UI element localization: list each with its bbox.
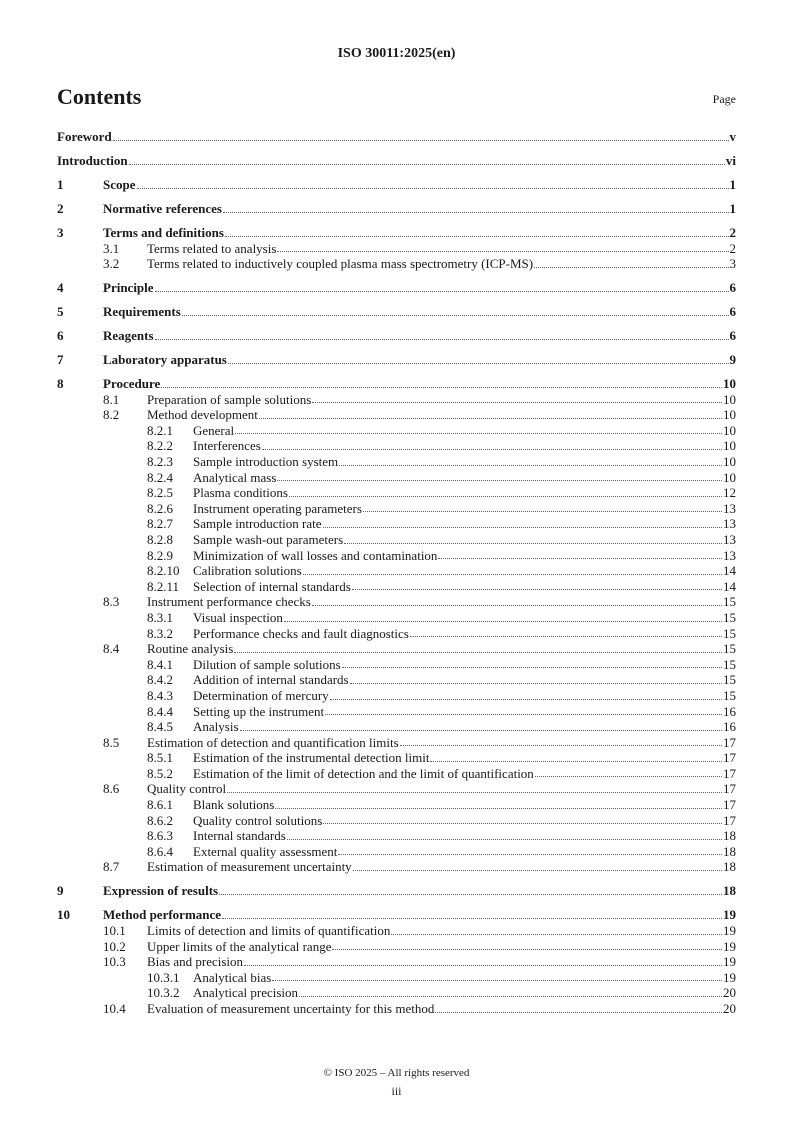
toc-entry-page[interactable]: 6 xyxy=(729,304,736,320)
toc-entry-title[interactable]: Introduction xyxy=(57,152,128,168)
toc-entry-page[interactable]: 19 xyxy=(723,907,736,923)
toc-entry-page[interactable]: 17 xyxy=(723,797,736,813)
toc-entry-number: 8.4.4 xyxy=(147,703,173,719)
toc-entry-title[interactable]: Dilution of sample solutions xyxy=(193,656,341,672)
dot-leader xyxy=(338,844,722,856)
toc-entry-page[interactable]: 1 xyxy=(729,176,736,192)
toc-entry[interactable] xyxy=(57,907,736,923)
toc-entry-number: 3 xyxy=(57,224,64,240)
toc-entry-page[interactable]: 16 xyxy=(723,703,736,719)
toc-entry-page[interactable]: 18 xyxy=(723,883,736,899)
toc-entry[interactable] xyxy=(57,954,736,970)
toc-entry-page[interactable]: 17 xyxy=(723,734,736,750)
dot-leader xyxy=(332,939,722,951)
toc-entry[interactable] xyxy=(57,859,736,875)
page-column-label: Page xyxy=(712,92,736,106)
toc-entry-page[interactable]: 2 xyxy=(729,240,736,256)
toc-entry-page[interactable]: v xyxy=(729,129,736,144)
dot-leader xyxy=(259,407,722,419)
toc-entry-title[interactable]: Terms related to analysis xyxy=(147,240,277,256)
toc-entry-number: 8.2.8 xyxy=(147,531,173,547)
toc-entry-title[interactable]: Instrument operating parameters xyxy=(193,500,362,516)
toc-entry[interactable] xyxy=(57,201,736,217)
toc-entry-number: 10.1 xyxy=(103,923,126,939)
toc-entry-number: 8.4.5 xyxy=(147,719,173,735)
toc-entry-page[interactable]: 10 xyxy=(723,438,736,454)
dot-leader xyxy=(129,153,725,165)
toc-entry-number: 3.2 xyxy=(103,256,120,272)
toc-entry-number: 8.7 xyxy=(103,859,120,875)
toc-entry-number: 8.4.3 xyxy=(147,687,173,703)
toc-entry-number: 8.1 xyxy=(103,391,120,407)
toc-entry-title[interactable]: Normative references xyxy=(103,200,222,216)
toc-entry[interactable] xyxy=(57,376,736,392)
toc-entry-title[interactable]: Reagents xyxy=(103,328,154,344)
toc-entry-title[interactable]: Foreword xyxy=(57,129,112,144)
toc-entry-page[interactable]: 17 xyxy=(723,765,736,781)
toc-entry[interactable] xyxy=(57,923,736,939)
dot-leader xyxy=(303,563,722,575)
toc-entry[interactable] xyxy=(57,454,736,470)
dot-leader xyxy=(289,485,722,497)
toc-entry-title[interactable]: Setting up the instrument xyxy=(193,703,325,719)
toc-entry[interactable] xyxy=(57,563,736,579)
toc-entry-number: 10.2 xyxy=(103,938,126,954)
toc-entry[interactable] xyxy=(57,407,736,423)
toc-entry[interactable] xyxy=(57,985,736,1001)
toc-entry-title[interactable]: Evaluation of measurement uncertainty for this method xyxy=(147,1000,435,1016)
toc-entry-page[interactable]: 15 xyxy=(723,594,736,610)
toc-entry-number: 8.2.9 xyxy=(147,547,173,563)
dot-leader xyxy=(323,813,722,825)
toc-entry-page[interactable]: 10 xyxy=(723,391,736,407)
toc-entry[interactable] xyxy=(57,241,736,257)
dot-leader xyxy=(227,781,722,793)
toc-entry[interactable] xyxy=(57,485,736,501)
toc-entry-page[interactable]: 19 xyxy=(723,923,736,939)
dot-leader xyxy=(234,641,722,653)
dot-leader xyxy=(182,304,729,316)
toc-entry-title[interactable]: Visual inspection xyxy=(193,609,283,625)
toc-entry-title[interactable]: Analysis xyxy=(193,719,239,735)
toc-entry[interactable] xyxy=(57,516,736,532)
toc-entry-title[interactable]: Estimation of the instrumental detection limit xyxy=(193,750,430,766)
toc-entry-number: 8.3.1 xyxy=(147,609,173,625)
toc-entry-number: 3.1 xyxy=(103,240,120,256)
toc-entry-page[interactable]: 15 xyxy=(723,672,736,688)
dot-leader xyxy=(352,579,722,591)
toc-entry-title[interactable]: Sample introduction rate xyxy=(193,516,322,532)
toc-entry-title[interactable]: Sample introduction system xyxy=(193,454,339,470)
toc-entry-page[interactable]: 18 xyxy=(723,828,736,844)
dot-leader xyxy=(155,280,729,292)
dot-leader xyxy=(240,719,723,731)
dot-leader xyxy=(235,423,722,435)
dot-leader xyxy=(312,392,722,404)
toc-entry-page[interactable]: 14 xyxy=(723,578,736,594)
toc-entry-title[interactable]: External quality assessment xyxy=(193,843,338,859)
toc-entry-number: 8.5 xyxy=(103,734,120,750)
toc-entry-number: 8.5.1 xyxy=(147,750,173,766)
toc-entry-page[interactable]: 10 xyxy=(723,376,736,392)
toc-entry-page[interactable]: 16 xyxy=(723,719,736,735)
dot-leader xyxy=(535,766,722,778)
dot-leader xyxy=(353,859,722,871)
dot-leader xyxy=(391,923,722,935)
toc-entry-title[interactable]: Terms related to inductively coupled plasma mass spectrometry (ICP-MS) xyxy=(147,256,534,272)
toc-entry-number: 8.3.2 xyxy=(147,625,173,641)
toc-entry-title[interactable]: Preparation of sample solutions xyxy=(147,391,312,407)
toc-entry[interactable] xyxy=(57,256,736,272)
toc-entry-number: 8.2.1 xyxy=(147,422,173,438)
toc-entry-number: 8.2.2 xyxy=(147,438,173,454)
dot-leader xyxy=(161,376,722,388)
toc-entry-page[interactable]: 18 xyxy=(723,843,736,859)
toc-entry-title[interactable]: Analytical bias xyxy=(193,969,272,985)
dot-leader xyxy=(330,688,722,700)
toc-entry-number: 8.3 xyxy=(103,594,120,610)
toc-entry-title[interactable]: Internal standards xyxy=(193,828,286,844)
toc-entry[interactable] xyxy=(57,883,736,899)
dot-leader xyxy=(350,672,722,684)
toc-entry[interactable] xyxy=(57,392,736,408)
dot-leader xyxy=(222,907,722,919)
toc-entry-title[interactable]: Analytical mass xyxy=(193,469,277,485)
toc-entry-number: 8.2 xyxy=(103,407,120,423)
toc-entry-number: 8.2.4 xyxy=(147,469,173,485)
toc-entry-title[interactable]: Upper limits of the analytical range xyxy=(147,938,332,954)
toc-entry-number: 5 xyxy=(57,304,64,320)
toc-entry[interactable] xyxy=(57,797,736,813)
toc-entry-number: 10.3.1 xyxy=(147,969,180,985)
toc-entry-number: 9 xyxy=(57,883,64,899)
toc-entry-number: 8.2.7 xyxy=(147,516,173,532)
dot-leader xyxy=(287,828,722,840)
toc-entry-title[interactable]: Requirements xyxy=(103,304,181,320)
toc-entry[interactable] xyxy=(57,719,736,735)
toc-entry-number: 8.6.3 xyxy=(147,828,173,844)
toc-entry-title[interactable]: Routine analysis xyxy=(147,641,234,657)
toc-entry-title[interactable]: Estimation of measurement uncertainty xyxy=(147,859,352,875)
toc-entry[interactable] xyxy=(57,828,736,844)
toc-entry-page[interactable]: 15 xyxy=(723,656,736,672)
toc-entry-title[interactable]: Sample wash-out parameters xyxy=(193,531,344,547)
toc-entry[interactable] xyxy=(57,304,736,320)
dot-leader xyxy=(342,657,722,669)
toc-entry-page[interactable]: 17 xyxy=(723,812,736,828)
toc-entry[interactable] xyxy=(57,594,736,610)
toc-entry-page[interactable]: 19 xyxy=(723,969,736,985)
toc-entry-title[interactable]: Selection of internal standards xyxy=(193,578,351,594)
toc-entry-page[interactable]: 10 xyxy=(723,407,736,423)
dot-leader xyxy=(312,594,722,606)
dot-leader xyxy=(277,470,722,482)
dot-leader xyxy=(228,352,729,364)
dot-leader xyxy=(400,735,722,747)
toc-entry[interactable] xyxy=(57,579,736,595)
dot-leader xyxy=(438,548,722,560)
toc-entry-page[interactable]: 15 xyxy=(723,625,736,641)
toc-entry[interactable] xyxy=(57,352,736,368)
toc-entry-number: 8.2.6 xyxy=(147,500,173,516)
toc-entry-number: 8.2.11 xyxy=(147,578,180,594)
toc-entry[interactable] xyxy=(57,970,736,986)
dot-leader xyxy=(223,201,729,213)
toc-entry-number: 8.4.2 xyxy=(147,672,173,688)
toc-entry-title[interactable]: Analytical precision xyxy=(193,985,299,1001)
dot-leader xyxy=(363,501,722,513)
toc-entry-page[interactable]: 10 xyxy=(723,469,736,485)
toc-entry-number: 8.6 xyxy=(103,781,120,797)
toc-entry-page[interactable]: 15 xyxy=(723,609,736,625)
toc-entry-page[interactable]: 18 xyxy=(723,859,736,875)
toc-entry-page[interactable]: 13 xyxy=(723,547,736,563)
toc-entry[interactable] xyxy=(57,641,736,657)
toc-entry[interactable] xyxy=(57,470,736,486)
toc-entry-number: 8.2.5 xyxy=(147,485,173,501)
toc-entry[interactable] xyxy=(57,657,736,673)
toc-entry-number: 2 xyxy=(57,200,64,216)
dot-leader xyxy=(534,256,728,268)
dot-leader xyxy=(275,797,722,809)
document-header: ISO 30011:2025(en) xyxy=(337,46,456,61)
toc-entry-title[interactable]: Estimation of detection and quantification limits xyxy=(147,734,399,750)
toc-entry[interactable] xyxy=(57,750,736,766)
dot-leader xyxy=(155,328,729,340)
toc-entry-page[interactable]: 13 xyxy=(723,516,736,532)
dot-leader xyxy=(219,883,722,895)
toc-entry-title[interactable]: Minimization of wall losses and contamination xyxy=(193,547,438,563)
toc-entry-page[interactable]: 6 xyxy=(729,328,736,344)
toc-entry[interactable] xyxy=(57,153,736,169)
dot-leader xyxy=(299,985,722,997)
toc-entry-title[interactable]: Addition of internal standards xyxy=(193,672,349,688)
toc-entry-number: 10 xyxy=(57,907,70,923)
toc-entry[interactable] xyxy=(57,813,736,829)
toc-entry[interactable] xyxy=(57,939,736,955)
dot-leader xyxy=(225,225,729,237)
toc-entry[interactable] xyxy=(57,735,736,751)
toc-entry-number: 8.4 xyxy=(103,641,120,657)
toc-entry[interactable] xyxy=(57,844,736,860)
toc-entry-page[interactable]: 19 xyxy=(723,938,736,954)
toc-entry-title[interactable]: General xyxy=(193,422,235,438)
table-of-contents xyxy=(57,129,736,1017)
toc-entry-page[interactable]: 3 xyxy=(729,256,736,272)
toc-entry[interactable] xyxy=(57,672,736,688)
toc-entry[interactable] xyxy=(57,129,736,145)
toc-entry-page[interactable]: 1 xyxy=(729,200,736,216)
toc-entry-title[interactable]: Bias and precision xyxy=(147,954,244,970)
toc-entry-number: 8.4.1 xyxy=(147,656,173,672)
toc-entry[interactable] xyxy=(57,225,736,241)
toc-entry[interactable] xyxy=(57,688,736,704)
toc-entry-number: 8.2.10 xyxy=(147,563,180,579)
toc-entry-page[interactable]: 15 xyxy=(723,687,736,703)
toc-entry-page[interactable]: 17 xyxy=(723,781,736,797)
dot-leader xyxy=(137,177,729,189)
toc-entry[interactable] xyxy=(57,1001,736,1017)
toc-entry[interactable] xyxy=(57,280,736,296)
dot-leader xyxy=(430,750,722,762)
dot-leader xyxy=(244,954,722,966)
toc-entry-title[interactable]: Calibration solutions xyxy=(193,563,302,579)
toc-entry-title[interactable]: Scope xyxy=(103,176,136,192)
toc-entry-page[interactable]: 9 xyxy=(729,352,736,368)
toc-entry-title[interactable]: Performance checks and fault diagnostics xyxy=(193,625,409,641)
toc-entry[interactable] xyxy=(57,548,736,564)
toc-entry-page[interactable]: 14 xyxy=(723,563,736,579)
toc-entry-page[interactable]: 20 xyxy=(723,985,736,1001)
toc-entry-page[interactable]: 17 xyxy=(723,750,736,766)
toc-entry-page[interactable]: vi xyxy=(725,152,736,168)
copyright-footer: © ISO 2025 – All rights reserved xyxy=(323,1067,470,1079)
toc-entry-title[interactable]: Interferences xyxy=(193,438,261,454)
toc-entry-page[interactable]: 12 xyxy=(723,485,736,501)
toc-entry-title[interactable]: Method development xyxy=(147,407,258,423)
toc-entry-number: 8.6.1 xyxy=(147,797,173,813)
toc-entry[interactable] xyxy=(57,610,736,626)
toc-entry-title[interactable]: Expression of results xyxy=(103,883,219,899)
toc-entry-page[interactable]: 13 xyxy=(723,531,736,547)
toc-entry[interactable] xyxy=(57,626,736,642)
toc-entry-title[interactable]: Terms and definitions xyxy=(103,224,224,240)
page-title: Contents xyxy=(57,84,142,109)
toc-entry-title[interactable]: Determination of mercury xyxy=(193,687,329,703)
dot-leader xyxy=(284,610,722,622)
toc-entry-number: 10.3 xyxy=(103,954,126,970)
toc-entry-page[interactable]: 20 xyxy=(723,1000,736,1016)
toc-entry[interactable] xyxy=(57,501,736,517)
toc-entry-number: 8.6.4 xyxy=(147,843,173,859)
toc-entry-number: 10.3.2 xyxy=(147,985,180,1001)
toc-entry-title[interactable]: Limits of detection and limits of quantification xyxy=(147,923,391,939)
toc-entry-number: 7 xyxy=(57,352,64,368)
toc-entry-number: 6 xyxy=(57,328,64,344)
toc-entry-title[interactable]: Instrument performance checks xyxy=(147,594,311,610)
toc-entry-title[interactable]: Procedure xyxy=(103,376,161,392)
toc-entry[interactable] xyxy=(57,423,736,439)
toc-entry-page[interactable]: 10 xyxy=(723,422,736,438)
toc-entry-page[interactable]: 19 xyxy=(723,954,736,970)
dot-leader xyxy=(323,516,722,528)
dot-leader xyxy=(272,970,722,982)
dot-leader xyxy=(410,626,722,638)
toc-entry[interactable] xyxy=(57,438,736,454)
toc-entry-page[interactable]: 10 xyxy=(723,454,736,470)
dot-leader xyxy=(277,241,728,253)
toc-entry-number: 8 xyxy=(57,376,64,392)
dot-leader xyxy=(344,532,722,544)
toc-entry[interactable] xyxy=(57,766,736,782)
toc-entry-number: 8.6.2 xyxy=(147,812,173,828)
toc-entry-page[interactable]: 13 xyxy=(723,500,736,516)
toc-entry-page[interactable]: 6 xyxy=(729,280,736,296)
toc-entry[interactable] xyxy=(57,328,736,344)
toc-entry-number: 8.2.3 xyxy=(147,454,173,470)
dot-leader xyxy=(435,1001,722,1013)
toc-entry-title[interactable]: Laboratory apparatus xyxy=(103,352,227,368)
toc-entry-page[interactable]: 2 xyxy=(729,224,736,240)
toc-entry-title[interactable]: Principle xyxy=(103,280,154,296)
toc-entry-page[interactable]: 15 xyxy=(723,641,736,657)
dot-leader xyxy=(262,438,722,450)
toc-entry[interactable] xyxy=(57,177,736,193)
toc-entry[interactable] xyxy=(57,532,736,548)
dot-leader xyxy=(325,704,722,716)
toc-entry-title[interactable]: Plasma conditions xyxy=(193,485,288,501)
toc-entry-number: 1 xyxy=(57,176,64,192)
toc-entry[interactable] xyxy=(57,704,736,720)
toc-entry-title[interactable]: Quality control xyxy=(147,781,227,797)
toc-entry-title[interactable]: Method performance xyxy=(103,907,222,923)
dot-leader xyxy=(113,129,729,141)
toc-entry-number: 8.5.2 xyxy=(147,765,173,781)
toc-entry-title[interactable]: Estimation of the limit of detection and the limit of quantification xyxy=(193,765,534,781)
toc-entry-title[interactable]: Quality control solutions xyxy=(193,812,323,828)
toc-entry-title[interactable]: Blank solutions xyxy=(193,797,275,813)
dot-leader xyxy=(339,454,722,466)
toc-entry[interactable] xyxy=(57,781,736,797)
page-number: iii xyxy=(391,1084,402,1098)
toc-entry-number: 4 xyxy=(57,280,64,296)
toc-entry-number: 10.4 xyxy=(103,1000,126,1016)
